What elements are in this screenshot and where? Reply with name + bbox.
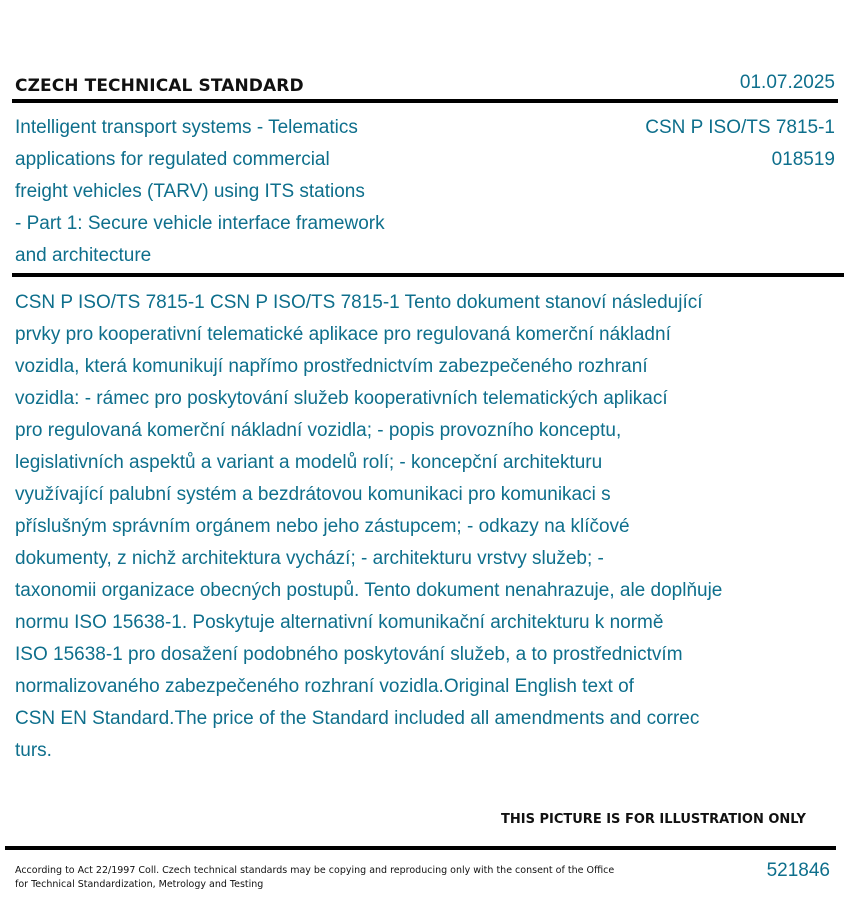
body-line: normalizovaného zabezpečeného rozhraní vozidla.Original English text of [15, 676, 634, 697]
footer-code: 521846 [766, 860, 830, 881]
issue-date: 01.07.2025 [739, 72, 835, 93]
body-line: využívající palubní systém a bezdrátovou komunikaci pro komunikaci s [15, 484, 611, 505]
illustration-disclaimer: THIS PICTURE IS FOR ILLUSTRATION ONLY [501, 812, 806, 827]
standard-code: CSN P ISO/TS 7815-1 [645, 117, 835, 138]
title-line: - Part 1: Secure vehicle interface framework [15, 213, 385, 234]
standard-identifiers [645, 112, 835, 176]
title-line: applications for regulated commercial [15, 149, 330, 170]
body-line: pro regulovaná komerční nákladní vozidla; - popis provozního konceptu, [15, 420, 622, 441]
body-line: vozidla: - rámec pro poskytování služeb kooperativních telematických aplikací [15, 388, 668, 409]
footer-divider [5, 846, 836, 850]
title-divider [12, 273, 844, 277]
body-line: ISO 15638-1 pro dosažení podobného poskytování služeb, a to prostřednictvím [15, 644, 683, 665]
body-line: taxonomii organizace obecných postupů. Tento dokument nenahrazuje, ale doplňuje [15, 580, 723, 601]
body-line: dokumenty, z nichž architektura vychází; - architekturu vrstvy služeb; - [15, 548, 604, 569]
catalog-number: 018519 [771, 149, 835, 170]
legal-line: According to Act 22/1997 Coll. Czech technical standards may be copying and reproducing only with the consent of the Office [15, 865, 615, 876]
title-line: and architecture [15, 245, 152, 266]
title-line: Intelligent transport systems - Telematics [15, 117, 358, 138]
body-line: turs. [15, 740, 52, 761]
legal-line: for Technical Standardization, Metrology and Testing [15, 879, 264, 890]
copyright-notice [15, 864, 614, 892]
body-line: legislativních aspektů a variant a modelů rolí; - koncepční architekturu [15, 452, 603, 473]
body-line: CSN P ISO/TS 7815-1 CSN P ISO/TS 7815-1 Tento dokument stanoví následující [15, 292, 703, 313]
body-line: CSN EN Standard.The price of the Standard included all amendments and correc [15, 708, 700, 729]
header-divider [12, 99, 838, 103]
standard-title [15, 112, 455, 272]
body-line: příslušným správním orgánem nebo jeho zástupcem; - odkazy na klíčové [15, 516, 630, 537]
standard-description [15, 287, 835, 767]
document-type-label: CZECH TECHNICAL STANDARD [15, 76, 304, 96]
body-line: prvky pro kooperativní telematické aplikace pro regulovaná komerční nákladní [15, 324, 671, 345]
title-line: freight vehicles (TARV) using ITS stations [15, 181, 365, 202]
body-line: normu ISO 15638-1. Poskytuje alternativní komunikační architekturu k normě [15, 612, 664, 633]
body-line: vozidla, která komunikují napřímo prostřednictvím zabezpečeného rozhraní [15, 356, 648, 377]
